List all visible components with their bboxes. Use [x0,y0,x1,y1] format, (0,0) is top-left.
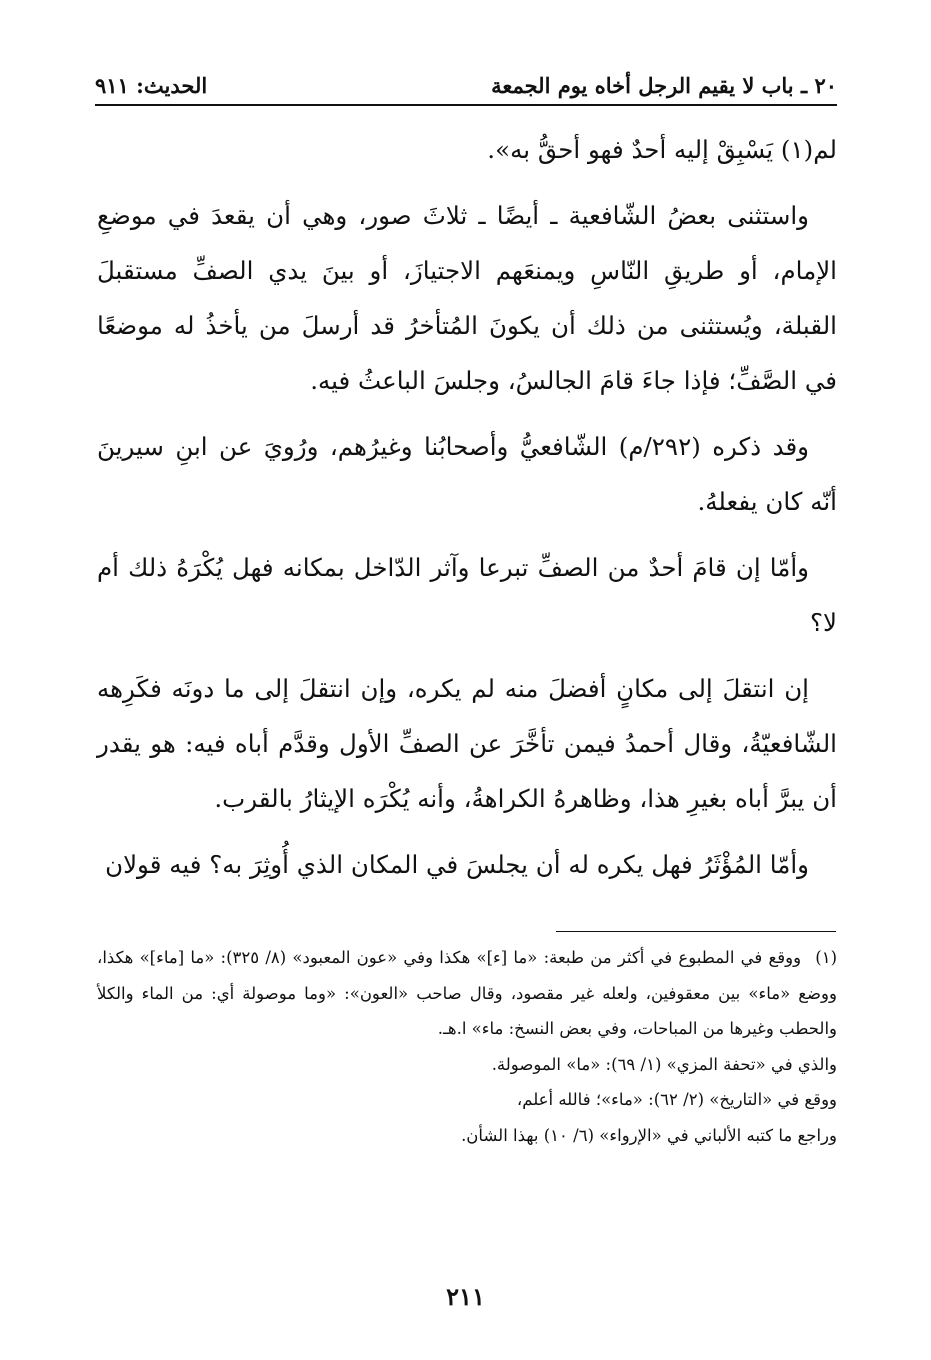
header-rule [95,104,837,106]
hadith-number: الحديث: ٩١١ [95,72,208,98]
footnote-line-3: ووقع في «التاريخ» (٢/ ٦٢): «ماء»؛ فالله أعلم، [516,1090,837,1109]
paragraph-4: وأمّا إن قامَ أحدٌ من الصفِّ تبرعا وآثر الدّاخل بمكانه فهل يُكْرَهُ ذلك أم لا؟ [97,553,837,637]
footnotes [97,940,837,1153]
footnote-line-4: وراجع ما كتبه الألباني في «الإرواء» (٦/ ١٠) بهذا الشأن. [461,1125,837,1145]
page-number: ٢١١ [446,1282,485,1311]
paragraph-5: إن انتقلَ إلى مكانٍ أفضلَ منه لم يكره، وإن انتقلَ إلى ما دونَه فكَرِهه الشّافعيّةُ، وقال أحمدُ فيمن تأخَّرَ عن الصفِّ الأول وقدَّم أباه فيه: هو يقدر أن يبرَّ أباه بغيرِ هذا، وظاهرهُ الكراهةُ، وأنه يُكْرَه الإيثارُ بالقرب. [97,674,837,813]
paragraph-1: لم(١) يَسْبِقْ إليه أحدٌ فهو أحقُّ به». [487,135,837,164]
footnote-line-2: والذي في «تحفة المزي» (١/ ٦٩): «ما» الموصولة. [491,1054,837,1074]
main-text [97,122,837,892]
paragraph-3: وقد ذكره (٢٩٢/م) الشّافعيُّ وأصحابُنا وغيرُهم، ورُويَ عن ابنِ سيرينَ أنّه كان يفعلهُ. [97,432,837,516]
footnote-number: (١) [815,948,838,967]
chapter-title: ٢٠ ـ باب لا يقيم الرجل أخاه يوم الجمعة [491,72,837,98]
running-header [95,68,837,102]
footnote-separator [556,931,836,932]
paragraph-2: واستثنى بعضُ الشّافعية ـ أيضًا ـ ثلاثَ صور، وهي أن يقعدَ في موضعِ الإمام، أو طريقِ النّاسِ ويمنعَهم الاجتيازَ، أو بينَ يدي الصفِّ مستقبلَ القبلة، ويُستثنى من ذلك أن يكونَ المُتأخرُ قد أرسلَ من يأخذُ له موضعًا في الصَّفِّ؛ فإذا جاءَ قامَ الجالسُ، وجلسَ الباعثُ فيه. [97,201,837,395]
footnote-1-text: ووقع في المطبوع في أكثر من طبعة: «ما [ء]» هكذا وفي «عون المعبود» (٨/ ٣٢٥): «ما [ماء]» هكذا، ووضع «ماء» بين معقوفين، ولعله غير مقصود، وقال صاحب «العون»: «وما موصولة أي: من الماء والكلأ والحطب وغيرها من المباحات، وفي بعض النسخ: ماء» ا.هـ. [97,948,837,1038]
paragraph-6: وأمّا المُؤْثَرُ فهل يكره له أن يجلسَ في المكان الذي أُوثِرَ به؟ فيه قولان [105,850,809,879]
footnote-1 [97,940,837,1047]
